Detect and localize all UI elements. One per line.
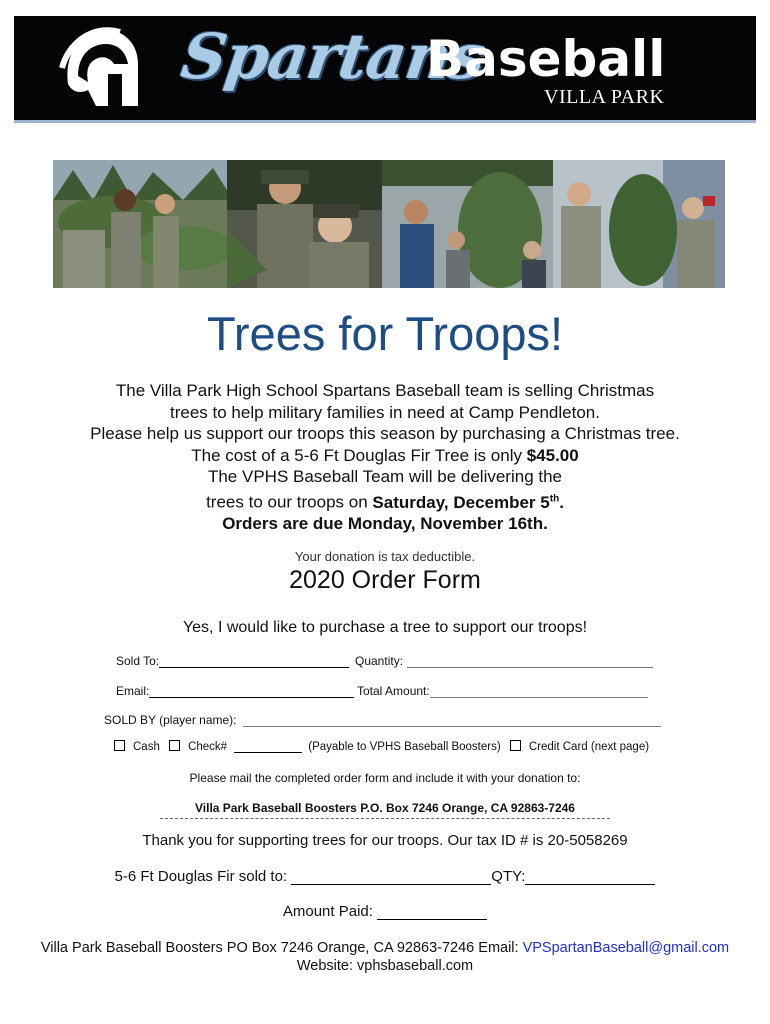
header-banner	[14, 16, 756, 120]
amount-paid-label: Amount Paid:	[282, 903, 373, 920]
form-title: 2020 Order Form	[289, 566, 481, 594]
footer-website[interactable]: Website: vphsbaseball.com	[296, 958, 474, 974]
total-amount-input[interactable]	[430, 685, 648, 698]
footer-address-line: Villa Park Baseball Boosters PO Box 7246 Orange, CA 92863-7246 Email: VPSpartanBaseball@gmail.com	[40, 940, 730, 956]
sold-by-label: SOLD BY (player name):	[104, 713, 237, 727]
delivery-date: Saturday, December 5th.	[372, 492, 564, 512]
tax-note: Your donation is tax deductible.	[294, 549, 476, 564]
intro-line: The Villa Park High School Spartans Baseball team is selling Christmas	[115, 381, 655, 400]
brand-subtitle: VILLA PARK	[544, 86, 665, 108]
footer-contact	[0, 939, 770, 975]
amount-paid-input[interactable]	[377, 906, 487, 920]
quantity-input[interactable]	[407, 655, 653, 668]
thank-you-note: Thank you for supporting trees for our troops. Our tax ID # is 20-5058269	[142, 832, 628, 849]
cut-line-divider	[160, 818, 610, 819]
cash-label: Cash	[133, 741, 160, 753]
order-due-date: Orders are due Monday, November 16th.	[222, 514, 548, 534]
amount-paid-line[interactable]	[0, 903, 770, 920]
receipt-sold-to-input[interactable]	[291, 871, 491, 885]
purchase-statement: Yes, I would like to purchase a tree to support our troops!	[182, 619, 588, 636]
intro-line: trees to help military families in need at Camp Pendleton.	[170, 402, 600, 422]
photo-soldiers-carrying-tree	[53, 160, 227, 288]
check-number-input[interactable]	[234, 740, 302, 753]
sold-to-input[interactable]	[159, 655, 349, 668]
intro-line: Please help us support our troops this season by purchasing a Christmas tree.	[90, 424, 680, 444]
page-title: Trees for Troops!	[206, 307, 564, 360]
total-amount-label: Total Amount:	[357, 684, 430, 698]
sold-to-field[interactable]	[116, 654, 349, 668]
receipt-sold-to-line[interactable]	[0, 868, 770, 885]
spartan-helmet-icon	[58, 24, 144, 114]
cash-checkbox[interactable]	[114, 740, 125, 751]
sold-to-label: Sold To:	[116, 654, 160, 668]
quantity-field[interactable]	[355, 654, 653, 668]
intro-line: The VPHS Baseball Team will be delivering the	[207, 467, 563, 487]
price: $45.00	[526, 445, 579, 465]
payment-options	[114, 740, 649, 753]
mail-instructions: Please mail the completed order form and include it with your donation to:	[189, 771, 581, 785]
intro-text	[0, 380, 770, 535]
receipt-qty-label: QTY:	[491, 868, 526, 885]
contact-email-link[interactable]: VPSpartanBaseball@gmail.com	[522, 940, 730, 956]
brand-word: Baseball	[426, 30, 666, 88]
brand-script: Spartans	[176, 20, 489, 93]
credit-card-checkbox[interactable]	[510, 740, 521, 751]
receipt-qty-input[interactable]	[525, 871, 655, 885]
email-label: Email:	[116, 684, 150, 698]
intro-date-line: trees to our troops on Saturday, December 5th.	[206, 492, 564, 512]
check-checkbox[interactable]	[169, 740, 180, 751]
intro-price-line: The cost of a 5-6 Ft Douglas Fir Tree is only $45.00	[191, 445, 579, 465]
receipt-sold-to-label: 5-6 Ft Douglas Fir sold to:	[114, 868, 288, 885]
quantity-label: Quantity:	[355, 654, 404, 668]
photo-soldiers-unloading-tree	[553, 160, 725, 288]
email-input[interactable]	[149, 685, 354, 698]
credit-card-label: Credit Card (next page)	[528, 741, 650, 753]
photo-soldiers-smiling	[227, 160, 382, 288]
sold-by-field[interactable]	[104, 713, 661, 727]
check-label: Check#	[188, 741, 228, 753]
mailing-address: Villa Park Baseball Boosters P.O. Box 7246 Orange, CA 92863-7246	[195, 801, 575, 815]
photo-volunteers-lifting-tree	[382, 160, 553, 288]
total-amount-field[interactable]	[357, 684, 648, 698]
sold-by-input[interactable]	[243, 714, 661, 727]
email-field[interactable]	[116, 684, 354, 698]
check-payable-note: (Payable to VPHS Baseball Boosters)	[308, 741, 501, 753]
